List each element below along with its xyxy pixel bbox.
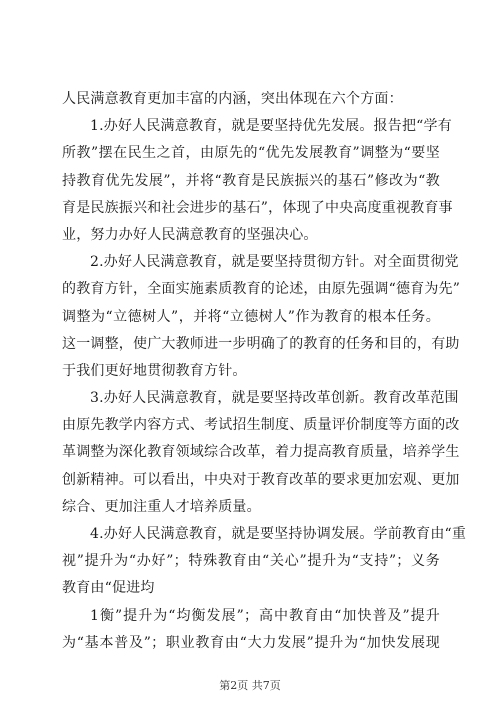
paragraph-line: 4.办好人民满意教育，就是要坚持协调发展。学前教育由“重 [90, 526, 467, 542]
paragraph-line: 所教”摆在民生之首，由原先的“优先发展教育”调整为“要坚 [62, 145, 440, 162]
paragraph-line: 创新精神。可以看出，中央对于教育改革的要求更加宏观、更加 [62, 471, 460, 488]
paragraph-line: 调整为“立德树人”，并将“立德树人”作为教育的根本任务。 [62, 308, 440, 325]
paragraph-line: 2.办好人民满意教育，就是要坚持贯彻方针。对全面贯彻党 [90, 254, 459, 271]
paragraph-line: 3.办好人民满意教育，就是要坚持改革创新。教育改革范围 [90, 390, 459, 407]
paragraph-line: 视”提升为“办好”；特殊教育由“关心”提升为“支持”；义务 [62, 553, 440, 570]
paragraph-line: 持教育优先发展”，并将“教育是民族振兴的基石”修改为“教 [62, 172, 440, 189]
paragraph-line: 业，努力办好人民满意教育的坚强决心。 [62, 226, 318, 243]
paragraph-line: 教育由“促进均 [62, 580, 155, 597]
paragraph-line: 综合、更加注重人才培养质量。 [62, 498, 261, 515]
paragraph-line: 革调整为深化教育领域综合改革，着力提高教育质量，培养学生 [62, 444, 460, 461]
paragraph-line: 育是民族振兴和社会进步的基石”，体现了中央高度重视教育事 [62, 199, 453, 216]
page-number-footer: 第2页 共7页 [219, 679, 281, 692]
paragraph-line: 1.办好人民满意教育，就是要坚持优先发展。报告把“学有 [90, 118, 452, 135]
paragraph-line: 于我们更好地贯彻教育方针。 [62, 362, 247, 379]
paragraph-line: 人民满意教育更加丰富的内涵，突出体现在六个方面： [62, 91, 403, 107]
paragraph-line: 这一调整，使广大教师进一步明确了的教育的任务和目的，有助 [62, 335, 460, 352]
document-body [62, 86, 467, 657]
paragraph-line: 1衡”提升为“均衡发展”；高中教育由“加快普及”提升 [90, 607, 440, 624]
paragraph-line: 为“基本普及”；职业教育由“大力发展”提升为“加快发展现 [62, 634, 440, 651]
paragraph-line: 由原先教学内容方式、考试招生制度、质量评价制度等方面的改 [62, 417, 460, 434]
paragraph-line: 的教育方针，全面实施素质教育的论述，由原先强调“德育为先” [62, 281, 461, 298]
